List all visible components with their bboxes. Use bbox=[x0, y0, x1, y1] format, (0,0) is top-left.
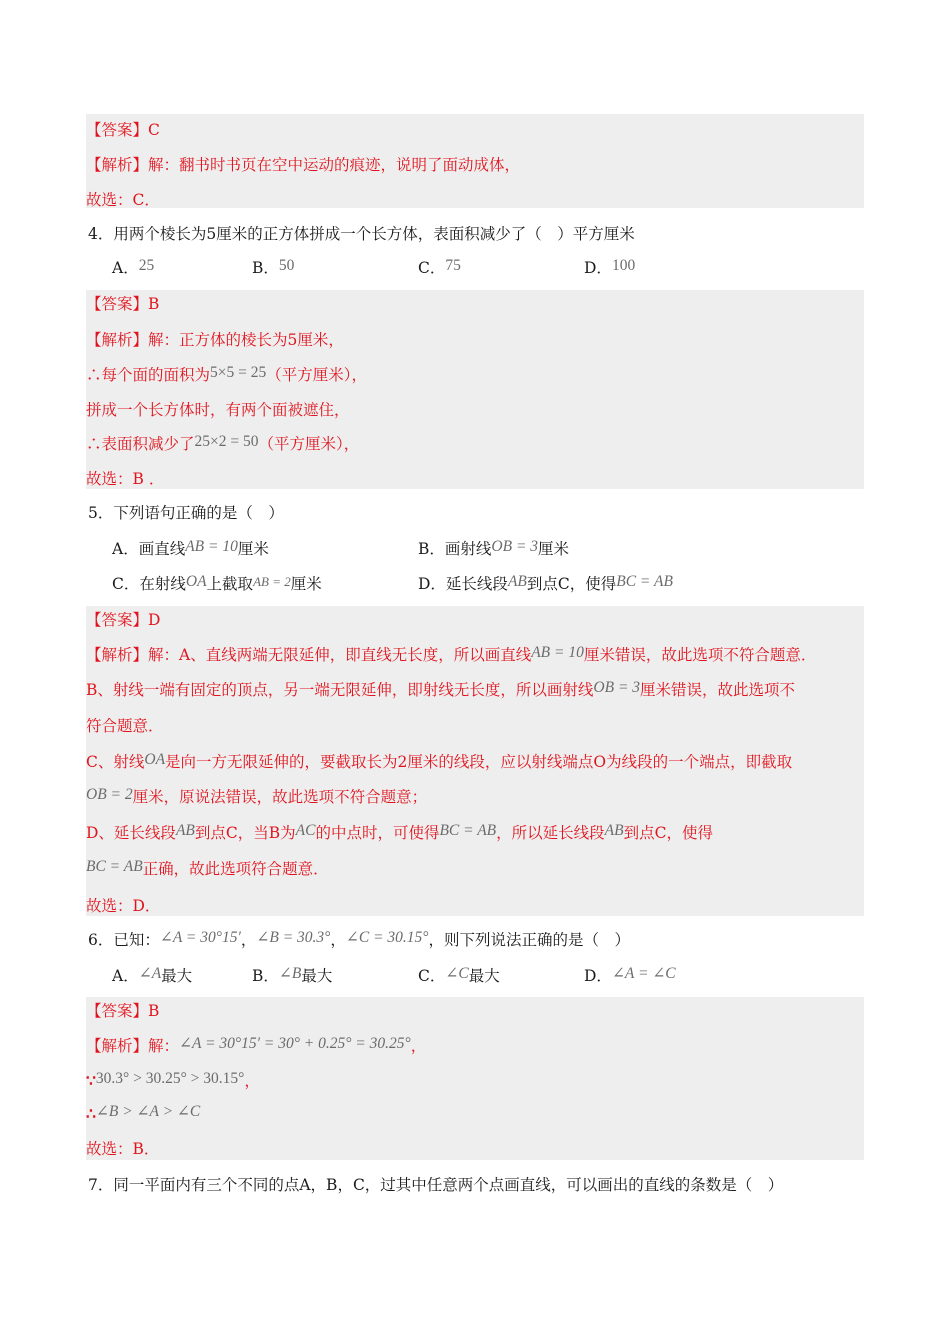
q5-answer: 【答案】D bbox=[86, 611, 161, 629]
q4-analysis-4: ∴表面积减少了25×2 = 50（平方厘米）， bbox=[86, 433, 360, 453]
q7-stem: 7．同一平面内有三个不同的点A，B，C，过其中任意两个点画直线，可以画出的直线的条数是（ ） bbox=[88, 1176, 784, 1194]
q4-option-c: C．75 bbox=[418, 257, 461, 277]
q6-answer-block bbox=[86, 997, 864, 1160]
q6-analysis-2: ∵30.3° > 30.25° > 30.15°， bbox=[86, 1070, 260, 1090]
q6-answer: 【答案】B bbox=[86, 1002, 160, 1020]
q6-option-d: D．∠A = ∠C bbox=[584, 965, 676, 985]
q3-choose: 故选：C． bbox=[86, 191, 160, 209]
q4-analysis-3: 拼成一个长方体时，有两个面被遮住， bbox=[86, 401, 350, 419]
q4-answer: 【答案】B bbox=[86, 295, 160, 313]
q3-answer-block bbox=[86, 114, 864, 208]
q4-choose: 故选：B ． bbox=[86, 470, 165, 488]
q5-choose: 故选：D． bbox=[86, 897, 161, 915]
q4-option-a: A．25 bbox=[112, 257, 155, 277]
q5-analysis-c: C、射线OA是向一方无限延伸的，要截取长为2厘米的线段，应以射线端点O为线段的一个端点，即截取 bbox=[86, 751, 793, 771]
q5-analysis-d: D、延长线段AB到点C，当B为AC的中点时，可使得BC = AB，所以延长线段AB到点C，使得 bbox=[86, 822, 713, 842]
q4-stem: 4．用两个棱长为5厘米的正方体拼成一个长方体，表面积减少了（ ）平方厘米 bbox=[88, 225, 635, 243]
q6-option-b: B．∠B最大 bbox=[252, 965, 333, 985]
q5-analysis-b-cont: 符合题意． bbox=[86, 717, 164, 735]
q4-option-d: D．100 bbox=[584, 257, 636, 277]
q6-stem: 6．已知：∠A = 30°15′，∠B = 30.3°，∠C = 30.15°，则下列说法正确的是（ ） bbox=[88, 929, 631, 949]
q5-analysis-a: 【解析】解：A、直线两端无限延伸，即直线无长度，所以画直线AB = 10厘米错误，故此选项不符合题意． bbox=[86, 644, 817, 664]
q5-option-a: A．画直线AB = 10厘米 bbox=[112, 538, 269, 558]
q5-stem: 5．下列语句正确的是（ ） bbox=[88, 504, 284, 522]
q5-option-d: D．延长线段AB到点C，使得BC = AB bbox=[418, 573, 673, 593]
q5-option-c: C．在射线OA上截取AB = 2厘米 bbox=[112, 573, 322, 593]
q5-answer-block bbox=[86, 606, 864, 916]
q6-choose: 故选：B． bbox=[86, 1140, 160, 1158]
q5-option-b: B．画射线OB = 3厘米 bbox=[418, 538, 570, 558]
q5-analysis-d-cont: BC = AB正确，故此选项符合题意． bbox=[86, 858, 329, 878]
q4-option-b: B．50 bbox=[252, 257, 295, 277]
q4-analysis-2: ∴每个面的面积为5×5 = 25（平方厘米）， bbox=[86, 364, 368, 384]
q6-option-a: A．∠A最大 bbox=[112, 965, 193, 985]
q4-answer-block bbox=[86, 290, 864, 489]
q6-option-c: C．∠C最大 bbox=[418, 965, 500, 985]
q5-analysis-b: B、射线一端有固定的顶点，另一端无限延伸，即射线无长度，所以画射线OB = 3厘米错误，故此选项不 bbox=[86, 679, 796, 699]
q3-answer: 【答案】C bbox=[86, 121, 160, 139]
q3-analysis: 【解析】解：翻书时书页在空中运动的痕迹，说明了面动成体， bbox=[86, 156, 521, 174]
q6-analysis-1: 【解析】解：∠A = 30°15′ = 30° + 0.25° = 30.25°， bbox=[86, 1035, 427, 1055]
q5-analysis-c-cont: OB = 2厘米，原说法错误，故此选项不符合题意； bbox=[86, 786, 428, 806]
q6-analysis-3: ∴∠B > ∠A > ∠C bbox=[86, 1103, 201, 1123]
q4-analysis-1: 【解析】解：正方体的棱长为5厘米， bbox=[86, 331, 344, 349]
